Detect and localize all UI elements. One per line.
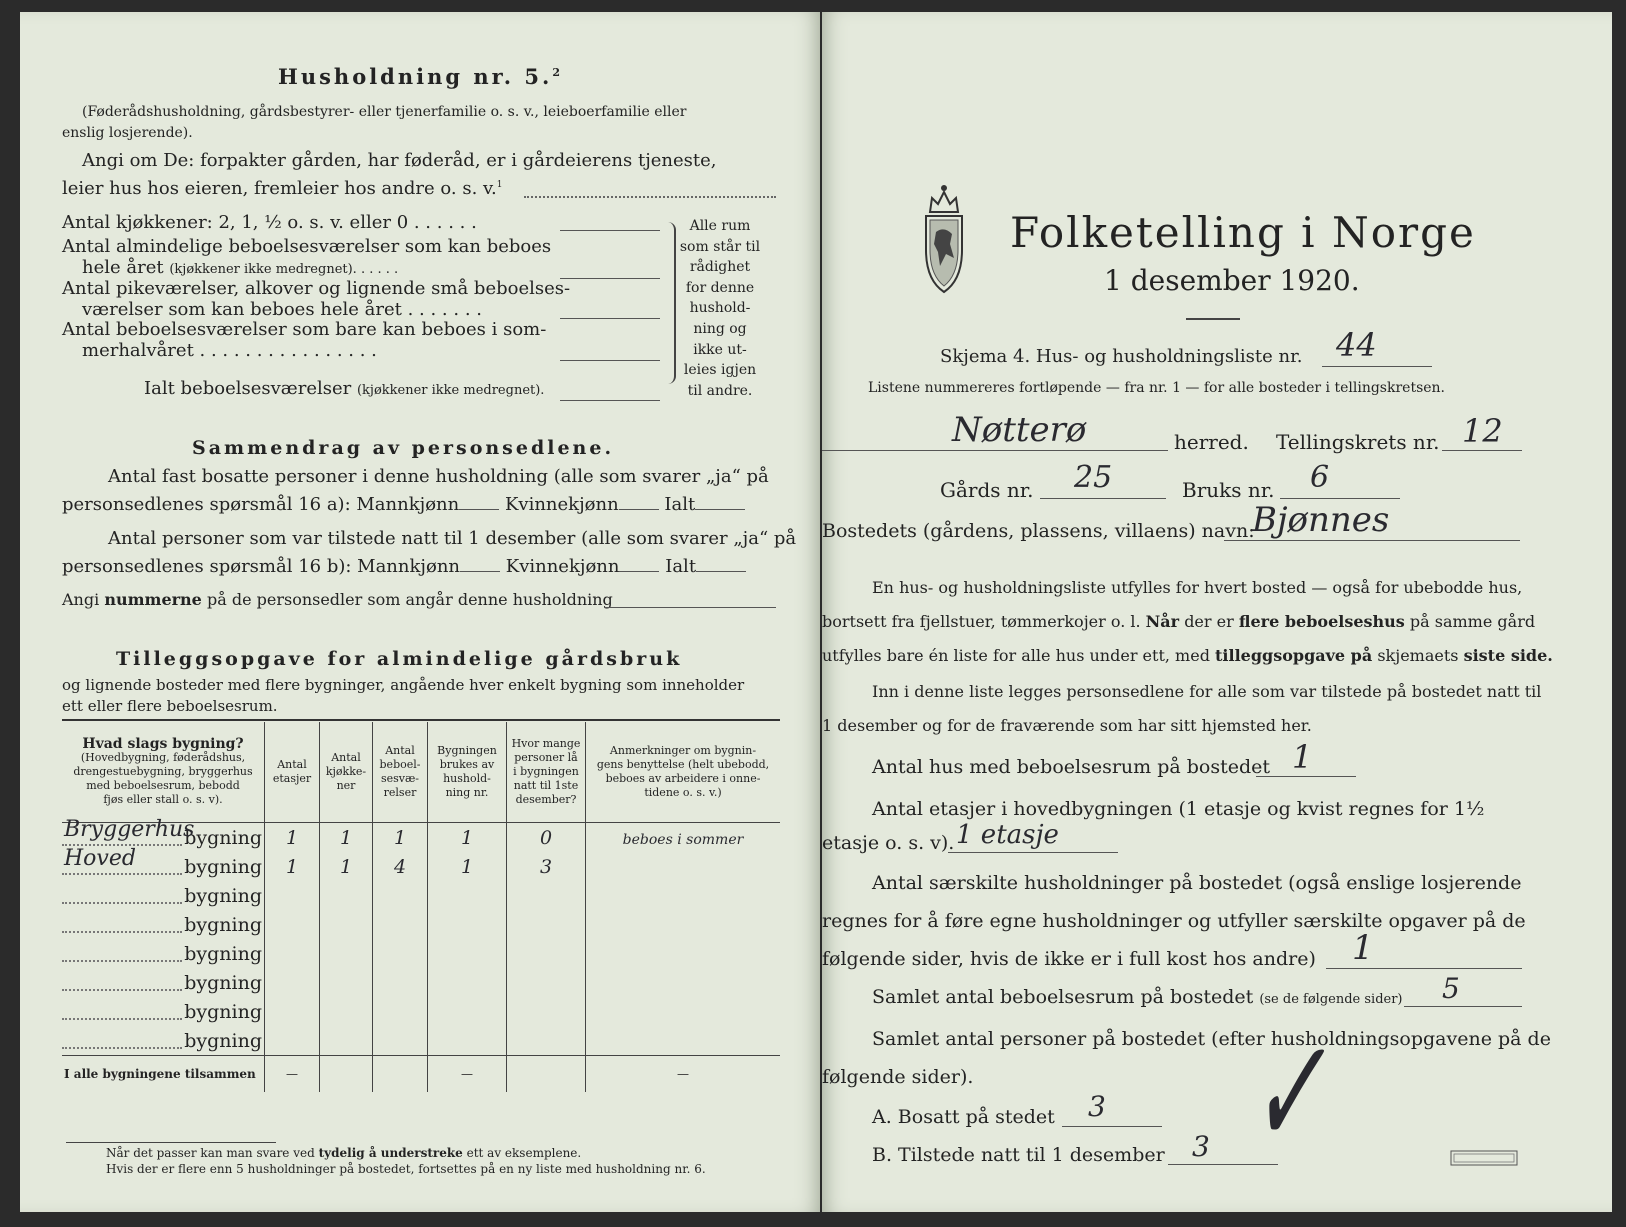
cell-type [62,846,265,881]
nummerne-post: på de personsedler som angår denne husholdning [206,590,613,609]
table-top-rule [62,719,780,721]
sommer-line-1: Antal beboelsesværelser som bare kan beboes i som- [62,319,547,340]
title-rule [1186,318,1240,320]
building-table [62,722,780,1092]
bracket-note-line: som står til [679,238,761,255]
table-row [62,910,780,939]
cell-personer [507,823,586,853]
samlet-pers-line-2: følgende sider). [822,1066,974,1088]
check-mark-icon: ✓ [1250,1006,1326,1180]
total-label: I alle bygningene tilsammen [62,1056,265,1093]
col-header-line: ning nr. [445,786,489,799]
bygning-blank [62,1018,182,1020]
table-row [62,823,780,853]
col-header-line: Antal [385,744,415,757]
cell-type [62,997,265,1026]
bruks-answer-line [1280,498,1400,499]
table-row [62,939,780,968]
bygning-label: bygning [184,1029,262,1052]
hus-value: 1 [1292,738,1313,776]
col-header-type-line: drengestuebygning, bryggerhus [73,765,253,778]
bygning-label: bygning [184,855,262,878]
cell-husholdning [428,852,507,881]
samlet-rum-answer-line [1404,1006,1522,1007]
table-row [62,1026,780,1056]
p1-line-3 [822,646,1553,665]
household-title-sup: 2 [552,66,563,79]
col-header-line: tidene o. s. v.) [644,786,722,799]
tilstede-ialt-label: Ialt [665,556,697,577]
p1-line-2-mid: der er [1184,612,1234,631]
household-title [278,64,563,89]
household-note-1: (Føderådshusholdning, gårdsbestyrer- eller tjenerfamilie o. s. v., leieboerfamilie eller [82,104,687,120]
skjema-answer-line [1322,366,1432,367]
total-husholdning: — [428,1056,507,1093]
angi-line-2-text: leier hus hos eieren, fremleier hos andre o. s. v. [62,178,497,199]
cell-kjokken [320,881,373,910]
tilstede-kvinne-label: Kvinnekjønn [505,556,620,577]
col-header-line: Hvor mange [511,737,581,750]
col-header-husholdning [428,722,507,823]
tilstede-value: 3 [1192,1130,1210,1163]
bygning-blank [62,960,182,962]
skjema-line: Skjema 4. Hus- og husholdningsliste nr. [940,346,1303,367]
p1-line-3-pre: utfylles bare én liste for alle hus under ett, med [822,646,1210,665]
cell-value: 1 [460,826,474,849]
cell-etasjer [265,910,320,939]
cell-personer [507,910,586,939]
summary-title: Sammendrag av personsedlene. [192,437,615,459]
col-header-line: Antal [331,751,361,764]
cell-anmerkninger [586,997,781,1026]
fast-line-1: Antal fast bosatte personer i denne husholdning (alle som svarer „ja“ på [108,466,769,487]
bracket-note-line: for denne [685,279,755,296]
pike-line-1: Antal pikeværelser, alkover og lignende små beboelses- [62,278,571,299]
nummerne-answer [604,607,776,608]
col-header-type [62,722,265,823]
ialt-line-text: Ialt beboelsesværelser [144,378,352,399]
table-row [62,881,780,910]
tilstede-line-1: Antal personer som var tilstede natt til 1 desember (alle som svarer „ja“ på [108,528,797,549]
cell-value: 1 [339,826,353,849]
table-body [62,817,780,1056]
cell-type [62,1026,265,1056]
cell-rom [373,852,428,881]
table-row [62,997,780,1026]
alm-line-1: Antal almindelige beboelsesværelser som kan beboes [62,236,552,257]
col-header-line: brukes av [439,758,495,771]
angi-line-2 [62,178,503,199]
cell-type [62,939,265,968]
cell-anmerkninger [586,968,781,997]
cell-value: 0 [539,826,553,849]
bracket-note-line: hushold- [689,300,751,317]
krets-value: 12 [1462,412,1503,450]
footnote-1 [106,1146,581,1160]
cell-etasjer [265,997,320,1026]
cell-etasjer [265,823,320,853]
cell-kjokken [320,968,373,997]
fast-line-2-text: personsedlenes spørsmål 16 a): Mannkjønn [62,494,460,515]
herred-answer-line [822,450,1168,451]
cell-husholdning [428,881,507,910]
cell-husholdning [428,997,507,1026]
alm-line-2-text: hele året [82,257,164,278]
cell-anmerkninger [586,939,781,968]
bosatt-value: 3 [1088,1090,1106,1123]
p1-line-3-bold: tilleggsopgave på [1215,646,1373,665]
cell-husholdning [428,910,507,939]
tillegg-line-1: og lignende bosteder med flere bygninger, angående hver enkelt bygning som inneholder [62,676,745,694]
building-name: Hoved [64,846,136,871]
col-header-line: Antal [277,758,307,771]
cell-husholdning [428,1026,507,1056]
hus-label: Antal hus med beboelsesrum på bostedet [872,756,1271,778]
bygning-label: bygning [184,826,262,849]
total-personer [507,1056,586,1093]
bosatt-label: A. Bosatt på stedet [872,1106,1055,1128]
bruks-value: 6 [1310,460,1330,495]
nummerne-line [62,590,613,609]
table-header-row [62,722,780,823]
col-header-line: Bygningen [437,744,497,757]
cell-personer [507,1026,586,1056]
norway-coat-of-arms-icon [916,180,972,298]
samlet-rum-text: Samlet antal beboelsesrum på bostedet [872,986,1254,1008]
p1-line-1: En hus- og husholdningsliste utfylles for hvert bosted — også for ubebodde hus, [872,578,1523,597]
col-header-personer [507,722,586,823]
cell-anmerkninger [586,910,781,939]
bruks-label: Bruks nr. [1182,478,1275,502]
tilstede-line-2 [62,556,746,577]
fast-ialt-label: Ialt [664,494,696,515]
col-header-line: hushold- [443,772,491,785]
alm-line-2-small: (kjøkkener ikke medregnet). . . . . . [169,262,399,277]
cell-kjokken [320,852,373,881]
table-row [62,852,780,881]
cell-personer [507,881,586,910]
cell-kjokken [320,823,373,853]
alm-line-2 [82,257,398,278]
printer-stamp-icon [1450,1150,1518,1166]
col-header-line: kjøkke- [325,765,367,778]
krets-answer-line [1442,450,1522,451]
footnote-rule [66,1142,276,1143]
col-header-anmerkninger [586,722,781,823]
p1-line-2 [822,612,1535,631]
bracket-brace [666,222,676,384]
cell-anmerkninger [586,881,781,910]
col-header-type-line: (Hovedbygning, føderådshus, [80,751,246,764]
col-header-line: ner [336,779,356,792]
angi-answer-line [524,196,776,198]
total-kjokken [320,1056,373,1093]
cell-etasjer [265,939,320,968]
fast-kvinne-label: Kvinnekjønn [504,494,619,515]
bosted-answer-line [1224,540,1520,541]
household-note-2: enslig losjerende). [62,125,193,141]
gards-answer-line [1040,498,1166,499]
skjema-nr: 44 [1336,326,1377,364]
p1-line-2-bold2: flere beboelseshus [1238,612,1405,631]
ialt-line [144,378,544,399]
cell-husholdning [428,968,507,997]
bracket-note-line: til andre. [687,382,753,399]
cell-etasjer [265,968,320,997]
col-header-line: beboel- [379,758,421,771]
cell-type [62,910,265,939]
cell-personer [507,852,586,881]
bygning-label: bygning [184,1000,262,1023]
footnote-1-pre: Når det passer kan man svare ved [106,1146,315,1160]
hush-line-3: følgende sider, hvis de ikke er i full kost hos andre) [822,948,1316,970]
cell-personer [507,968,586,997]
footnote-2: Hvis der er flere enn 5 husholdninger på bostedet, fortsettes på en ny liste med husholdning nr. 6. [106,1162,706,1176]
alm-answer [560,278,660,279]
cell-personer [507,939,586,968]
p1-line-2-bold1: Når [1145,612,1180,631]
cell-value: 1 [339,855,353,878]
cell-anmerkninger [586,1026,781,1056]
col-header-line: relser [383,786,417,799]
cell-rom [373,881,428,910]
bygning-blank [62,931,182,933]
col-header-kjokken [320,722,373,823]
cell-husholdning [428,823,507,853]
etasjer-value: 1 etasje [956,820,1059,850]
cell-value: 1 [393,826,407,849]
herred-label: herred. [1174,430,1249,454]
cell-etasjer [265,881,320,910]
p1-line-3-bold2: siste side. [1463,646,1553,665]
col-header-line: natt til 1ste [513,779,579,792]
bosted-label: Bostedets (gårdens, plassens, villaens) navn: [822,520,1255,542]
samlet-pers-line-1: Samlet antal personer på bostedet (efter husholdningsopgavene på de [872,1028,1551,1050]
ialt-answer [560,400,660,401]
col-header-line: sesvæ- [380,772,420,785]
etasjer-line-1: Antal etasjer i hovedbygningen (1 etasje og kvist regnes for 1½ [872,798,1485,820]
col-header-type-line: med beboelsesrum, bebodd [86,779,240,792]
col-header-type-bold: Hvad slags bygning? [82,736,244,752]
cell-kjokken [320,1026,373,1056]
bygning-blank [62,902,182,904]
total-anmerkninger: — [586,1056,781,1093]
cell-rom [373,1026,428,1056]
pike-line-2: værelser som kan beboes hele året . . . . . . . [82,299,482,320]
col-header-line: beboes av arbeidere i onne- [605,772,761,785]
cell-value: beboes i sommer [622,831,744,848]
bracket-note-line: ning og [693,320,747,337]
nummerne-pre: Angi [62,590,100,609]
angi-sup: 1 [496,180,503,190]
herred-value: Nøtterø [952,410,1087,450]
listene-line: Listene nummereres fortløpende — fra nr. 1 — for alle bosteder i tellingskretsen. [868,380,1446,396]
cell-etasjer [265,852,320,881]
tilstede-label: B. Tilstede natt til 1 desember [872,1144,1165,1166]
kitchen-answer [560,230,660,231]
bygning-label: bygning [184,942,262,965]
samlet-rum-value: 5 [1442,972,1460,1005]
cell-type [62,968,265,997]
bygning-label: bygning [184,913,262,936]
col-header-line: Anmerkninger om bygnin- [609,744,757,757]
bracket-note-line: leies igjen [683,362,757,379]
col-header-line: etasjer [272,772,312,785]
bracket-note [676,216,764,401]
hush-value: 1 [1352,928,1374,968]
sommer-line-2: merhalvåret . . . . . . . . . . . . . . . . [82,340,377,361]
total-etasjer: — [265,1056,320,1093]
col-header-line: i bygningen [513,765,579,778]
total-rom [373,1056,428,1093]
etasjer-answer-line [948,852,1118,853]
bygning-label: bygning [184,884,262,907]
table-total-row [62,1056,780,1093]
bygning-blank [62,989,182,991]
footnote-1-bold: tydelig å understreke [318,1146,463,1160]
left-page [20,12,820,1212]
samlet-rum-small: (se de følgende sider) [1259,992,1403,1007]
cell-husholdning [428,939,507,968]
angi-line-1: Angi om De: forpakter gården, har føderåd, er i gårdeierens tjeneste, [82,150,717,171]
right-page [822,12,1612,1212]
cell-anmerkninger [586,823,781,853]
col-header-line: desember? [515,793,577,806]
hus-answer-line [1256,776,1356,777]
p1-line-3-mid: skjemaets [1377,646,1459,665]
cell-rom [373,910,428,939]
pike-answer [560,318,660,319]
p1-line-2-pre: bortsett fra fjellstuer, tømmerkojer o. l. [822,612,1141,631]
cell-kjokken [320,939,373,968]
footnote-1-post: ett av eksemplene. [466,1146,582,1160]
building-name: Bryggerhus [64,817,195,842]
col-header-etasjer [265,722,320,823]
household-title-text: Husholdning nr. 5. [278,64,553,89]
cell-etasjer [265,1026,320,1056]
table-row [62,968,780,997]
tillegg-line-2: ett eller flere beboelsesrum. [62,697,278,715]
tillegg-title: Tilleggsopgave for almindelige gårdsbruk [116,648,683,670]
cell-value: 1 [285,855,299,878]
sommer-answer [560,360,660,361]
kitchen-line: Antal kjøkkener: 2, 1, ½ o. s. v. eller 0 . . . . . . [62,212,477,233]
p2-line-2: 1 desember og for de fraværende som har sitt hjemsted her. [822,716,1312,735]
p1-line-2-post: på samme gård [1409,612,1536,631]
cell-rom [373,823,428,853]
bygning-blank [62,1047,182,1049]
cell-rom [373,997,428,1026]
bracket-note-line: rådighet [689,259,751,276]
cell-type [62,881,265,910]
hush-answer-line [1326,968,1522,969]
col-header-rom [373,722,428,823]
cell-anmerkninger [586,852,781,881]
samlet-rum-line [872,986,1403,1008]
cell-value: 4 [393,855,407,878]
cell-kjokken [320,997,373,1026]
fast-line-2 [62,494,745,515]
cell-value: 3 [539,855,553,878]
p2-line-1: Inn i denne liste legges personsedlene for alle som var tilstede på bostedet natt til [872,682,1542,701]
col-header-type-line: fjøs eller stall o. s. v). [103,793,223,806]
bracket-note-line: Alle rum [689,218,751,234]
cell-kjokken [320,910,373,939]
bosted-value: Bjønnes [1252,500,1390,540]
census-title: Folketelling i Norge [1010,208,1476,257]
bracket-note-line: ikke ut- [693,341,747,358]
cell-value: 1 [460,855,474,878]
bygning-blank [62,873,182,875]
bygning-label: bygning [184,971,262,994]
ialt-line-small: (kjøkkener ikke medregnet). [356,383,545,398]
etasjer-line-2: etasje o. s. v). [822,832,955,854]
nummerne-bold: nummerne [104,590,202,609]
census-date: 1 desember 1920. [1104,264,1360,297]
krets-label: Tellingskrets nr. [1276,430,1440,454]
hush-line-2: regnes for å føre egne husholdninger og utfyller særskilte opgaver på de [822,910,1526,932]
cell-personer [507,997,586,1026]
cell-rom [373,939,428,968]
col-header-line: gens benyttelse (helt ubebodd, [596,758,770,771]
gards-value: 25 [1074,460,1113,495]
gards-label: Gårds nr. [940,478,1034,502]
cell-value: 1 [285,826,299,849]
tilstede-line-2-text: personsedlenes spørsmål 16 b): Mannkjønn [62,556,461,577]
col-header-line: personer lå [514,751,578,764]
bosatt-answer-line [1062,1126,1162,1127]
cell-rom [373,968,428,997]
hush-line-1: Antal særskilte husholdninger på bostedet (også enslige losjerende [872,872,1522,894]
